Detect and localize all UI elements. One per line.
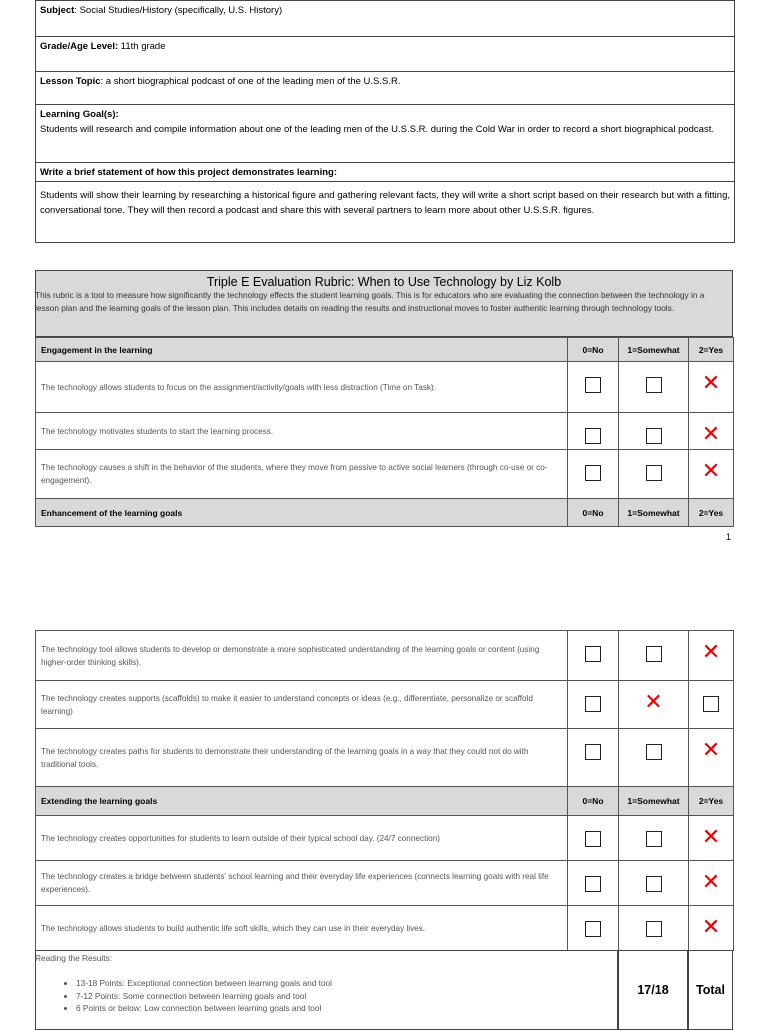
rubric-intro: This rubric is a tool to measure how significantly the technology effects the student learning goals. This is for educators who are evaluating the connection between the technology in a lesson plan and the learning goals of the lesson plan. This includes details on reading the results and instructional moves to foster authentic learning through technology tools. [35, 290, 705, 313]
rubric-header [35, 270, 733, 337]
checkbox-empty-icon[interactable] [585, 428, 601, 444]
checkbox-empty-icon[interactable] [646, 744, 662, 760]
criterion-text: The technology creates opportunities for students to learn outside of their typical school day. (24/7 connection) [35, 815, 568, 861]
subject-label: Subject [40, 5, 75, 16]
column-header-no: 0=No [567, 786, 619, 816]
checkbox-empty-icon[interactable] [585, 465, 601, 481]
rating-cell [618, 815, 689, 861]
result-item: • 13-18 Points: Exceptional connection between learning goals and tool [76, 977, 617, 990]
criterion-text: The technology motivates students to start the learning process. [35, 412, 568, 450]
rating-cell [567, 905, 619, 951]
checkbox-empty-icon[interactable] [646, 831, 662, 847]
column-header-some: 1=Somewhat [618, 786, 689, 816]
column-header-yes: 2=Yes [688, 498, 734, 527]
result-item: • 6 Points or below: Low connection between learning goals and tool [76, 1002, 617, 1015]
rating-cell [688, 680, 734, 729]
rating-cell [688, 449, 734, 499]
x-mark-icon[interactable]: ✕ [701, 639, 721, 664]
x-mark-icon[interactable]: ✕ [644, 689, 663, 714]
rating-cell [688, 905, 734, 951]
total-label: Total [688, 950, 733, 1030]
rating-cell [618, 412, 689, 450]
subject-value: : Social Studies/History (specifically, U.S. History) [74, 5, 283, 16]
x-mark-icon[interactable]: ✕ [701, 421, 721, 446]
topic-label: Lesson Topic [40, 76, 101, 87]
checkbox-empty-icon[interactable] [703, 696, 719, 712]
criterion-text: The technology tool allows students to develop or demonstrate a more sophisticated understanding of the learning goals or content (using higher-order thinking skills). [35, 630, 568, 681]
rating-cell [567, 815, 619, 861]
criterion-text: The technology creates paths for students to demonstrate their understanding of the learning goals in a way that they could not do with traditional tools. [35, 728, 568, 787]
column-header-yes: 2=Yes [688, 786, 734, 816]
checkbox-empty-icon[interactable] [646, 646, 662, 662]
score: 17/18 [618, 950, 688, 1030]
statement-value: Students will show their learning by researching a historical figure and gathering relevant facts, they will write a short script based on their research but with a fitting, conversational tone. They will then record a podcast and share this with several partners to learn more about other U.S.S.R. figures. [40, 190, 730, 216]
engagement-header: Engagement in the learning [35, 337, 568, 362]
results-label: Reading the Results: [35, 953, 113, 963]
checkbox-empty-icon[interactable] [585, 646, 601, 662]
x-mark-icon[interactable]: ✕ [701, 737, 721, 762]
column-header-some: 1=Somewhat [618, 498, 689, 527]
rating-cell [618, 630, 689, 681]
extending-header: Extending the learning goals [35, 786, 568, 816]
page-number: 1 [726, 532, 732, 542]
checkbox-empty-icon[interactable] [646, 428, 662, 444]
checkbox-empty-icon[interactable] [646, 377, 662, 393]
criterion-text: The technology allows students to build authentic life soft skills, which they can use in their everyday lives. [35, 905, 568, 951]
statement-label: Write a brief statement of how this project demonstrates learning: [40, 167, 338, 178]
x-mark-icon[interactable]: ✕ [701, 914, 721, 939]
rubric-title: Triple E Evaluation Rubric: When to Use Technology by Liz Kolb [206, 275, 562, 289]
rating-cell [567, 361, 619, 413]
checkbox-empty-icon[interactable] [646, 465, 662, 481]
reading-results [35, 950, 618, 1030]
criterion-text: The technology causes a shift in the behavior of the students, where they move from passive to active social learners (through co-use or co-engagement). [35, 449, 568, 499]
rating-cell [688, 630, 734, 681]
checkbox-empty-icon[interactable] [646, 876, 662, 892]
column-header-some: 1=Somewhat [618, 337, 689, 362]
rating-cell [688, 412, 734, 450]
checkbox-empty-icon[interactable] [585, 831, 601, 847]
x-mark-icon[interactable]: ✕ [701, 458, 721, 483]
rating-cell [618, 860, 689, 906]
topic-value: : a short biographical podcast of one of the leading men of the U.S.S.R. [100, 76, 401, 87]
x-mark-icon[interactable]: ✕ [701, 824, 721, 849]
column-header-no: 0=No [567, 498, 619, 527]
criterion-text: The technology allows students to focus on the assignment/activity/goals with less distraction (Time on Task). [35, 361, 568, 413]
checkbox-empty-icon[interactable] [585, 876, 601, 892]
grade-label: Grade/Age Level: [40, 41, 119, 52]
goal-label: Learning Goal(s): [40, 109, 119, 120]
criterion-text: The technology creates a bridge between students' school learning and their everyday life experiences (connects learning goals with real life experiences). [35, 860, 568, 906]
criterion-text: The technology creates supports (scaffolds) to make it easier to understand concepts or ideas (e.g., differentiate, personalize or scaffold learning) [35, 680, 568, 729]
column-header-yes: 2=Yes [688, 337, 734, 362]
rating-cell [618, 449, 689, 499]
rating-cell [567, 630, 619, 681]
checkbox-empty-icon[interactable] [646, 921, 662, 937]
topic-row [35, 71, 735, 104]
rating-cell [618, 680, 689, 729]
rating-cell [688, 728, 734, 787]
goal-row [35, 104, 735, 162]
rating-cell [688, 815, 734, 861]
rating-cell [567, 449, 619, 499]
grade-value: 11th grade [118, 41, 166, 52]
subject-row [35, 0, 735, 36]
checkbox-empty-icon[interactable] [585, 921, 601, 937]
checkbox-empty-icon[interactable] [585, 377, 601, 393]
rating-cell [567, 728, 619, 787]
rating-cell [618, 728, 689, 787]
rating-cell [567, 680, 619, 729]
result-item: • 7-12 Points: Some connection between learning goals and tool [76, 990, 617, 1003]
column-header-no: 0=No [567, 337, 619, 362]
rating-cell [567, 860, 619, 906]
goal-value: Students will research and compile information about one of the leading men of the U.S.S.R. during the Cold War in order to record a short biographical podcast. [40, 124, 714, 135]
grade-row [35, 36, 735, 71]
rating-cell [688, 860, 734, 906]
rating-cell [567, 412, 619, 450]
checkbox-empty-icon[interactable] [585, 696, 601, 712]
rating-cell [618, 905, 689, 951]
rating-cell [618, 361, 689, 413]
rating-cell [688, 361, 734, 413]
results-list [76, 977, 617, 1015]
enhancement-header: Enhancement of the learning goals [35, 498, 568, 527]
checkbox-empty-icon[interactable] [585, 744, 601, 760]
statement-label-row [35, 162, 735, 181]
x-mark-icon[interactable]: ✕ [701, 370, 721, 395]
x-mark-icon[interactable]: ✕ [701, 869, 721, 894]
statement-row [35, 181, 735, 243]
